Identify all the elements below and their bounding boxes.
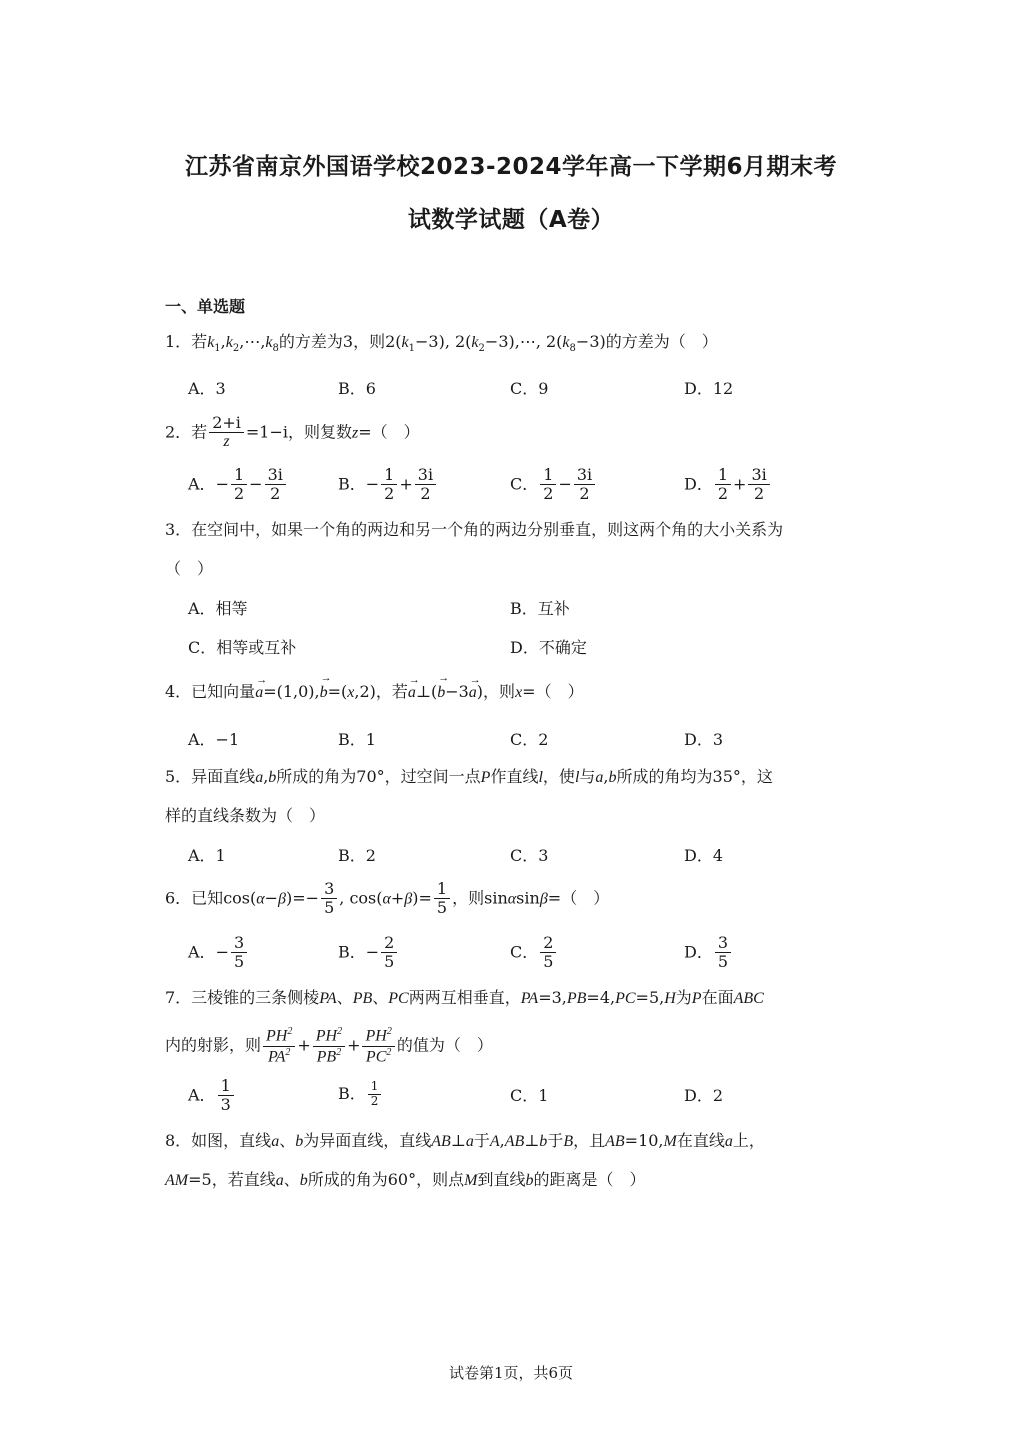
question-3-stem-line-1: 3．在空间中，如果一个角的两边和另一个角的两边分别垂直，则这两个角的大小关系为: [165, 520, 784, 539]
question-3-option-c[interactable]: C．相等或互补: [188, 638, 297, 657]
question-5-option-c[interactable]: C．3: [510, 846, 549, 865]
question-6-option-a[interactable]: A．− $\frac{3}{5}$: [188, 934, 249, 972]
fraction: $\frac{1}{2}$: [715, 466, 731, 504]
question-5-stem-line-2: 样的直线条数为（ ）: [165, 806, 326, 825]
question-1-stem: 1．若$k_1,k_2,\cdots,k_8$的方差为3，则$2(k_1-3)$, $2(k_2-3),\cdots$, $2(k_8-3)$的方差为（ ）: [165, 332, 718, 355]
fraction: $\frac{1}{2}$: [231, 466, 247, 504]
fraction: $\frac{PH^2}{PB^2}$: [313, 1026, 345, 1066]
question-1-option-b[interactable]: B．6: [338, 379, 376, 398]
title-line-2: 试数学试题（A卷）: [407, 207, 615, 233]
question-2-option-b[interactable]: B．− $\frac{1}{2}$ + $\frac{3i}{2}$: [338, 466, 438, 504]
fraction: $\frac{PH^2}{PA^2}$: [263, 1026, 295, 1066]
question-3-option-b[interactable]: B．互补: [510, 599, 570, 618]
fraction: $\frac{3}{5}$: [231, 934, 247, 972]
question-2-option-d[interactable]: D． $\frac{1}{2}$ + $\frac{3i}{2}$: [684, 466, 772, 504]
vector-arrow-icon: →: [408, 674, 420, 686]
question-6-option-b[interactable]: B．− $\frac{2}{5}$: [338, 934, 399, 972]
question-7-option-b[interactable]: B． $\frac{1}{2}$: [338, 1080, 383, 1109]
question-6-option-d[interactable]: D． $\frac{3}{5}$: [684, 934, 733, 972]
question-5-option-a[interactable]: A．1: [188, 846, 226, 865]
question-4-stem: 4．已知向量a → =(1,0),b → =(x,2)，若a → ⊥(b → −3a → )，则x=（ ）: [165, 672, 584, 701]
question-4-option-a[interactable]: A．−1: [188, 730, 240, 749]
question-6-option-c[interactable]: C． $\frac{2}{5}$: [510, 934, 558, 972]
question-2-option-c[interactable]: C． $\frac{1}{2}$ − $\frac{3i}{2}$: [510, 466, 597, 504]
vector-arrow-icon: →: [320, 672, 332, 684]
question-3-option-d[interactable]: D．不确定: [510, 638, 587, 657]
question-8-stem-line-1: 8．如图，直线a、b为异面直线，直线AB⊥a于A,AB⊥b于B，且AB=10,M在直线a上，: [165, 1131, 765, 1150]
question-8-stem-line-2: AM=5，若直线a、b所成的角为60°，则点M到直线b的距离是（ ）: [165, 1170, 646, 1189]
question-7-stem-line-1: 7．三棱锥的三条侧棱PA、PB、PC两两互相垂直，PA=3,PB=4,PC=5,H为P在面ABC: [165, 988, 764, 1007]
fraction: $\frac{1}{3}$: [218, 1077, 234, 1115]
question-7-stem-line-2: 内的射影，则 $\frac{PH^2}{PA^2}$ + $\frac{PH^2}{PB^2}$ + $\frac{PH^2}{PC^2}$ 的值为（ ）: [165, 1026, 493, 1066]
fraction: $\frac{1}{2}$: [368, 1080, 382, 1109]
fraction: $\frac{2}{5}$: [540, 934, 556, 972]
fraction: $\frac{3i}{2}$: [748, 466, 769, 504]
fraction: $\frac{1}{2}$: [381, 466, 397, 504]
question-1-option-d[interactable]: D．12: [684, 379, 734, 398]
fraction: $\frac{3i}{2}$: [415, 466, 436, 504]
question-2-stem: 2．若 $\frac{2+i}{z}$ =1−i，则复数z=（ ）: [165, 413, 420, 451]
question-7-option-a[interactable]: A． $\frac{1}{3}$: [188, 1077, 236, 1115]
question-5-stem-line-1: 5．异面直线a,b所成的角为70°，过空间一点P作直线l，使l与a,b所成的角均为35°，这: [165, 767, 773, 786]
vector-arrow-icon: →: [256, 674, 268, 686]
question-4-option-d[interactable]: D．3: [684, 730, 724, 749]
question-1-option-a[interactable]: A．3: [188, 379, 226, 398]
fraction: $\frac{1}{5}$: [434, 880, 450, 918]
question-6-stem: 6．已知cos(α−β)=− $\frac{3}{5}$ , cos(α+β)= $\frac{1}{5}$ ，则sinαsinβ=（ ）: [165, 879, 610, 918]
fraction: $\frac{2+i}{z}$: [209, 414, 244, 452]
fraction: $\frac{3}{5}$: [715, 934, 731, 972]
fraction: $\frac{3}{5}$: [321, 880, 337, 918]
question-3-option-a[interactable]: A．相等: [188, 599, 248, 618]
question-5-option-d[interactable]: D．4: [684, 846, 724, 865]
question-3-stem-line-2: （ ）: [165, 559, 214, 578]
fraction: $\frac{3i}{2}$: [265, 466, 286, 504]
question-4-option-b[interactable]: B．1: [338, 730, 376, 749]
fraction: $\frac{1}{2}$: [540, 466, 556, 504]
question-7-option-c[interactable]: C．1: [510, 1086, 549, 1105]
question-2-option-a[interactable]: A．− $\frac{1}{2}$ − $\frac{3i}{2}$: [188, 466, 288, 504]
fraction: $\frac{2}{5}$: [381, 934, 397, 972]
fraction: $\frac{PH^2}{PC^2}$: [362, 1026, 394, 1066]
section-heading: 一、单选题: [165, 297, 246, 316]
question-1-option-c[interactable]: C．9: [510, 379, 549, 398]
vector-arrow-icon: →: [469, 674, 481, 686]
question-5-option-b[interactable]: B．2: [338, 846, 376, 865]
title-line-1: 江苏省南京外国语学校2023-2024学年高一下学期6月期末考: [184, 154, 838, 180]
page-footer: 试卷第1页，共6页: [448, 1364, 574, 1382]
question-4-option-c[interactable]: C．2: [510, 730, 549, 749]
fraction: $\frac{3i}{2}$: [574, 466, 595, 504]
vector-arrow-icon: →: [438, 672, 450, 684]
question-7-option-d[interactable]: D．2: [684, 1086, 724, 1105]
